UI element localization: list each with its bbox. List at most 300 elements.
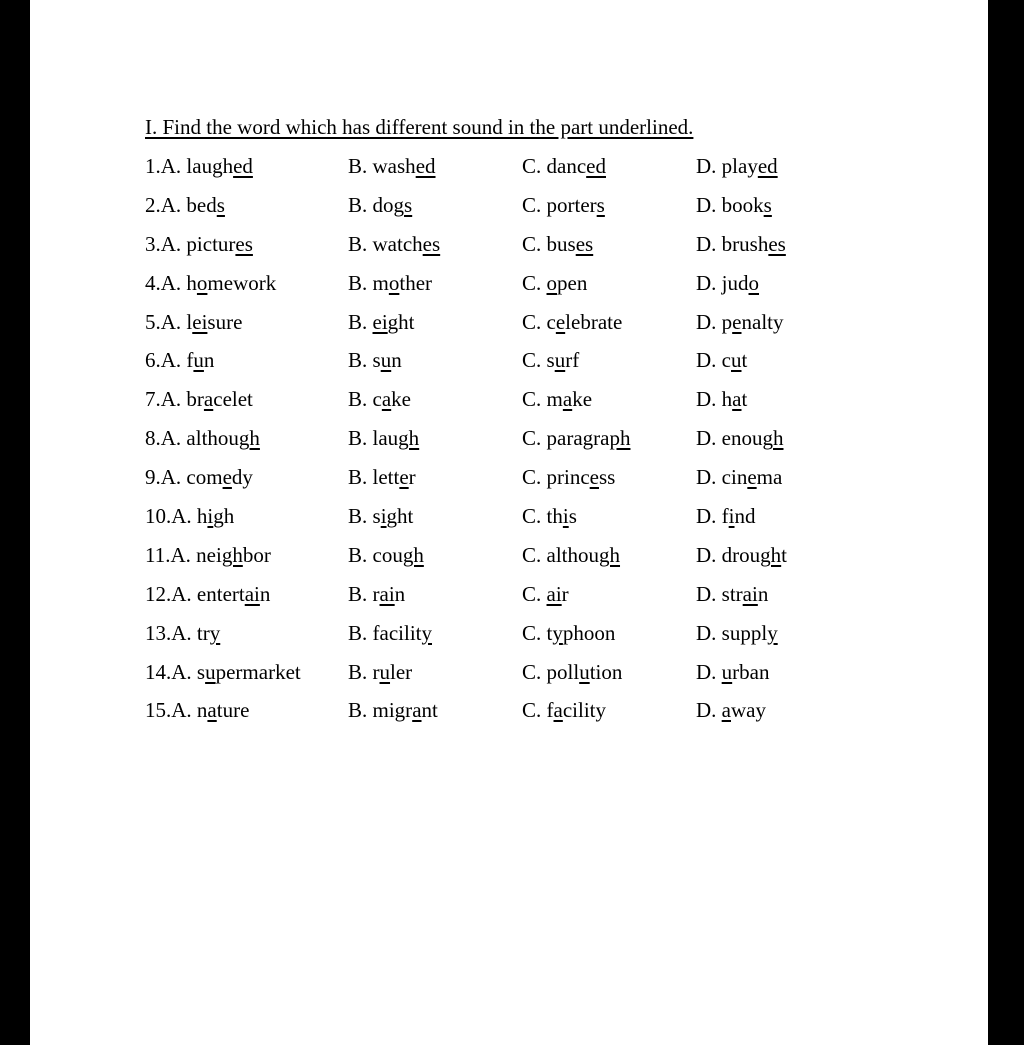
word-prefix: brush bbox=[721, 231, 769, 256]
question-number: 15 bbox=[145, 698, 166, 723]
question-row bbox=[145, 660, 945, 699]
option-c: C. princess bbox=[522, 465, 616, 490]
option-letter: C bbox=[522, 542, 537, 567]
option-d: D. judo bbox=[696, 270, 760, 295]
option-letter: C bbox=[522, 348, 537, 373]
underlined-part: e bbox=[747, 465, 757, 490]
underlined-part: ai bbox=[546, 581, 562, 606]
option-letter: A bbox=[170, 542, 186, 567]
option-letter: A bbox=[160, 309, 176, 334]
option-b: B. rain bbox=[348, 581, 406, 606]
option-d: D. penalty bbox=[696, 309, 784, 334]
word-suffix: ke bbox=[572, 387, 593, 412]
underlined-part: e bbox=[589, 465, 599, 490]
option-letter: B bbox=[348, 231, 363, 256]
option-b: B. sun bbox=[348, 348, 402, 373]
word-suffix: r bbox=[561, 581, 569, 606]
option-d: D. books bbox=[696, 192, 772, 217]
word-suffix: mework bbox=[207, 270, 277, 295]
word-suffix: nalty bbox=[741, 309, 784, 334]
underlined-part: ei bbox=[372, 309, 388, 334]
word-prefix: facilit bbox=[372, 620, 422, 645]
word-suffix: sure bbox=[207, 309, 243, 334]
option-a: 3.A. pictures bbox=[145, 231, 253, 256]
underlined-part: u bbox=[731, 348, 742, 373]
word-prefix: princ bbox=[546, 465, 590, 490]
word-prefix: cin bbox=[721, 465, 748, 490]
option-a: 13.A. try bbox=[145, 620, 221, 645]
option-letter: A bbox=[160, 348, 176, 373]
underlined-part: s bbox=[763, 192, 772, 217]
word-suffix: n bbox=[391, 348, 402, 373]
underlined-part: ed bbox=[757, 154, 778, 178]
question-row bbox=[145, 698, 945, 737]
word-prefix: s bbox=[546, 348, 555, 373]
question-number: 8 bbox=[145, 426, 156, 451]
word-prefix: c bbox=[546, 309, 556, 334]
option-a: 15.A. nature bbox=[145, 698, 250, 723]
question-number: 9 bbox=[145, 465, 156, 490]
underlined-part: gh bbox=[762, 426, 784, 451]
word-suffix: pen bbox=[557, 270, 588, 295]
underlined-part: es bbox=[422, 231, 441, 256]
underlined-part: ai bbox=[244, 581, 260, 606]
option-letter: A bbox=[171, 698, 187, 723]
option-letter: B bbox=[348, 309, 363, 334]
word-prefix: br bbox=[186, 387, 204, 412]
option-letter: B bbox=[348, 270, 363, 295]
option-c: C. pollution bbox=[522, 659, 623, 684]
word-prefix: s bbox=[372, 504, 381, 529]
word-prefix: pictur bbox=[186, 231, 236, 256]
question-row bbox=[145, 348, 945, 387]
underlined-part: gh bbox=[238, 426, 260, 451]
option-d: D. brushes bbox=[696, 231, 786, 256]
word-prefix: lett bbox=[372, 465, 400, 490]
underlined-part: ei bbox=[192, 309, 208, 334]
option-b: B. ruler bbox=[348, 659, 413, 684]
option-letter: A bbox=[160, 154, 176, 178]
option-letter: B bbox=[348, 504, 363, 529]
option-d: D. cut bbox=[696, 348, 748, 373]
underlined-part: e bbox=[222, 465, 232, 490]
underlined-part: u bbox=[379, 659, 391, 684]
option-b: B. facility bbox=[348, 620, 432, 645]
option-a: 6.A. fun bbox=[145, 348, 215, 373]
underlined-part: i bbox=[728, 504, 735, 529]
word-suffix: tion bbox=[589, 659, 623, 684]
question-row bbox=[145, 387, 945, 426]
option-letter: C bbox=[522, 698, 537, 723]
word-suffix: n bbox=[203, 348, 215, 373]
option-letter: A bbox=[171, 504, 187, 529]
option-letter: B bbox=[348, 581, 363, 606]
option-d: D. enough bbox=[696, 426, 784, 451]
word-prefix: h bbox=[196, 504, 208, 529]
word-prefix: c bbox=[721, 348, 731, 373]
question-row bbox=[145, 582, 945, 621]
word-prefix: t bbox=[546, 620, 553, 645]
question-number: 5 bbox=[145, 309, 156, 334]
question-number: 10 bbox=[145, 504, 166, 529]
option-c: C. danced bbox=[522, 154, 606, 178]
option-a: 5.A. leisure bbox=[145, 309, 243, 334]
underlined-part: a bbox=[553, 698, 563, 723]
underlined-part: e bbox=[399, 465, 409, 490]
option-letter: B bbox=[348, 659, 363, 684]
option-letter: D bbox=[696, 309, 712, 334]
question-row bbox=[145, 232, 945, 271]
word-suffix: ther bbox=[399, 270, 433, 295]
word-suffix: ght bbox=[387, 309, 415, 334]
word-prefix: cou bbox=[372, 542, 403, 567]
question-list bbox=[145, 154, 945, 737]
word-suffix: ma bbox=[756, 465, 783, 490]
word-prefix: p bbox=[721, 309, 733, 334]
word-suffix: r bbox=[408, 465, 416, 490]
option-letter: D bbox=[696, 659, 712, 684]
option-letter: B bbox=[348, 387, 363, 412]
word-prefix: com bbox=[186, 465, 223, 490]
option-letter: D bbox=[696, 581, 712, 606]
question-number: 2 bbox=[145, 192, 156, 217]
underlined-part: es bbox=[768, 231, 786, 256]
question-row bbox=[145, 193, 945, 232]
word-suffix: ght bbox=[386, 504, 414, 529]
word-suffix: rban bbox=[732, 659, 770, 684]
word-prefix: book bbox=[721, 192, 764, 217]
word-prefix: suppl bbox=[721, 620, 768, 645]
question-row bbox=[145, 426, 945, 465]
option-letter: A bbox=[171, 581, 187, 606]
word-suffix: t bbox=[741, 348, 748, 373]
option-letter: C bbox=[522, 465, 537, 490]
word-prefix: f bbox=[721, 504, 729, 529]
underlined-part: u bbox=[193, 348, 204, 373]
underlined-part: ai bbox=[742, 581, 758, 606]
question-row bbox=[145, 465, 945, 504]
option-c: C. air bbox=[522, 581, 569, 606]
word-suffix: lebrate bbox=[565, 309, 623, 334]
word-prefix: tr bbox=[196, 620, 210, 645]
word-prefix: lau bbox=[372, 426, 399, 451]
question-number: 11 bbox=[145, 542, 166, 567]
underlined-part: i bbox=[562, 504, 569, 529]
underlined-part: y bbox=[552, 620, 563, 645]
underlined-part: ed bbox=[233, 154, 253, 178]
word-prefix: c bbox=[372, 387, 382, 412]
underlined-part: y bbox=[209, 620, 221, 645]
word-prefix: play bbox=[721, 154, 758, 178]
option-d: D. drought bbox=[696, 542, 788, 567]
word-prefix: laugh bbox=[186, 154, 234, 178]
option-d: D. hat bbox=[696, 387, 748, 412]
word-suffix: t bbox=[781, 542, 788, 567]
word-prefix: r bbox=[372, 581, 380, 606]
word-suffix: dy bbox=[231, 465, 253, 490]
underlined-part: gh bbox=[760, 542, 782, 567]
word-suffix: way bbox=[731, 698, 766, 723]
underlined-part: es bbox=[575, 231, 594, 256]
word-suffix: permarket bbox=[215, 659, 301, 684]
underlined-part: u bbox=[554, 348, 566, 373]
underlined-part: i bbox=[207, 504, 214, 529]
word-prefix: jud bbox=[721, 270, 749, 295]
word-prefix: h bbox=[721, 387, 733, 412]
option-letter: D bbox=[696, 348, 712, 373]
question-row bbox=[145, 543, 945, 582]
option-letter: B bbox=[348, 192, 363, 217]
word-suffix: ture bbox=[216, 698, 250, 723]
option-b: B. dogs bbox=[348, 192, 413, 217]
option-a: 9.A. comedy bbox=[145, 465, 253, 490]
underlined-part: s bbox=[596, 192, 605, 217]
option-b: B. sight bbox=[348, 504, 414, 529]
option-letter: A bbox=[160, 426, 176, 451]
word-prefix: f bbox=[546, 698, 554, 723]
word-suffix: n bbox=[757, 581, 769, 606]
word-prefix: bus bbox=[546, 231, 576, 256]
word-prefix: althou bbox=[186, 426, 239, 451]
option-letter: B bbox=[348, 154, 363, 178]
question-number: 12 bbox=[145, 581, 166, 606]
underlined-part: a bbox=[381, 387, 392, 412]
word-prefix: bed bbox=[186, 192, 217, 217]
word-suffix: nd bbox=[734, 504, 756, 529]
underlined-part: u bbox=[721, 659, 733, 684]
option-letter: D bbox=[696, 192, 712, 217]
option-d: D. strain bbox=[696, 581, 769, 606]
option-letter: A bbox=[171, 659, 187, 684]
option-a: 2.A. beds bbox=[145, 192, 225, 217]
question-number: 14 bbox=[145, 659, 166, 684]
option-letter: C bbox=[522, 309, 537, 334]
word-suffix: celet bbox=[213, 387, 253, 412]
word-suffix: t bbox=[741, 387, 748, 412]
word-prefix: s bbox=[372, 348, 381, 373]
word-suffix: ler bbox=[390, 659, 413, 684]
option-a: 12.A. entertain bbox=[145, 581, 271, 606]
option-c: C. open bbox=[522, 270, 588, 295]
option-b: B. cough bbox=[348, 542, 424, 567]
option-c: C. facility bbox=[522, 698, 607, 723]
option-a: 4.A. homework bbox=[145, 270, 277, 295]
word-prefix: watch bbox=[372, 231, 423, 256]
word-prefix: l bbox=[186, 309, 193, 334]
option-letter: B bbox=[348, 465, 363, 490]
option-letter: D bbox=[696, 542, 712, 567]
option-b: B. washed bbox=[348, 154, 436, 178]
option-c: C. although bbox=[522, 542, 621, 567]
underlined-part: a bbox=[721, 698, 731, 723]
word-prefix: n bbox=[196, 698, 208, 723]
word-suffix: s bbox=[568, 504, 577, 529]
question-number: 13 bbox=[145, 620, 166, 645]
option-b: B. watches bbox=[348, 231, 441, 256]
word-prefix: f bbox=[186, 348, 194, 373]
word-suffix: gh bbox=[213, 504, 235, 529]
option-c: C. celebrate bbox=[522, 309, 623, 334]
option-letter: D bbox=[696, 504, 712, 529]
option-letter: D bbox=[696, 387, 712, 412]
option-letter: B bbox=[348, 426, 363, 451]
option-b: B. migrant bbox=[348, 698, 438, 723]
underlined-part: gh bbox=[221, 542, 243, 567]
word-suffix: rf bbox=[565, 348, 580, 373]
option-c: C. porters bbox=[522, 192, 605, 217]
word-suffix: ke bbox=[391, 387, 411, 412]
exercise-heading: I. Find the word which has different sound in the part underlined. bbox=[145, 115, 694, 139]
option-b: B. mother bbox=[348, 270, 433, 295]
word-prefix: nei bbox=[196, 542, 222, 567]
underlined-part: ai bbox=[379, 581, 395, 606]
option-a: 8.A. although bbox=[145, 426, 260, 451]
option-letter: B bbox=[348, 348, 363, 373]
option-letter: C bbox=[522, 270, 537, 295]
underlined-part: s bbox=[216, 192, 225, 217]
underlined-part: o bbox=[546, 270, 558, 295]
word-prefix: th bbox=[546, 504, 563, 529]
question-number: 7 bbox=[145, 387, 156, 412]
underlined-part: e bbox=[732, 309, 742, 334]
underlined-part: a bbox=[412, 698, 422, 723]
word-prefix: paragra bbox=[546, 426, 610, 451]
option-letter: D bbox=[696, 270, 712, 295]
word-suffix: n bbox=[259, 581, 271, 606]
option-d: D. supply bbox=[696, 620, 778, 645]
underlined-part: a bbox=[562, 387, 573, 412]
underlined-part: e bbox=[555, 309, 566, 334]
word-prefix: porter bbox=[546, 192, 597, 217]
question-number: 1 bbox=[145, 154, 156, 178]
option-letter: C bbox=[522, 231, 537, 256]
word-prefix: h bbox=[186, 270, 197, 295]
option-letter: D bbox=[696, 465, 712, 490]
option-letter: A bbox=[171, 620, 187, 645]
option-c: C. paragraph bbox=[522, 426, 631, 451]
word-prefix: danc bbox=[546, 154, 587, 178]
option-letter: C bbox=[522, 426, 537, 451]
word-suffix: nt bbox=[421, 698, 438, 723]
option-letter: D bbox=[696, 231, 712, 256]
question-row bbox=[145, 271, 945, 310]
option-letter: A bbox=[160, 270, 176, 295]
underlined-part: a bbox=[203, 387, 214, 412]
underlined-part: es bbox=[235, 231, 253, 256]
underlined-part: ed bbox=[586, 154, 606, 178]
underlined-part: u bbox=[380, 348, 392, 373]
option-letter: D bbox=[696, 620, 712, 645]
option-c: C. buses bbox=[522, 231, 594, 256]
question-row bbox=[145, 154, 945, 193]
word-prefix: m bbox=[546, 387, 563, 412]
option-b: B. cake bbox=[348, 387, 411, 412]
underlined-part: o bbox=[196, 270, 208, 295]
option-a: 11.A. neighbor bbox=[145, 542, 271, 567]
underlined-part: gh bbox=[398, 426, 420, 451]
underlined-part: u bbox=[205, 659, 216, 684]
option-letter: C bbox=[522, 659, 537, 684]
option-b: B. eight bbox=[348, 309, 415, 334]
word-prefix: enou bbox=[721, 426, 763, 451]
word-prefix: althou bbox=[546, 542, 600, 567]
question-number: 3 bbox=[145, 231, 156, 256]
word-prefix: str bbox=[721, 581, 743, 606]
underlined-part: gh bbox=[402, 542, 424, 567]
word-suffix: ss bbox=[599, 465, 616, 490]
option-letter: D bbox=[696, 698, 712, 723]
option-c: C. make bbox=[522, 387, 593, 412]
option-c: C. surf bbox=[522, 348, 580, 373]
option-a: 7.A. bracelet bbox=[145, 387, 253, 412]
word-prefix: s bbox=[196, 659, 206, 684]
option-letter: D bbox=[696, 154, 712, 178]
option-d: D. away bbox=[696, 698, 766, 723]
option-letter: A bbox=[160, 192, 176, 217]
option-a: 10.A. high bbox=[145, 504, 235, 529]
underlined-part: y bbox=[767, 620, 778, 645]
underlined-part: gh bbox=[599, 542, 621, 567]
option-letter: C bbox=[522, 154, 537, 178]
word-suffix: phoon bbox=[562, 620, 616, 645]
option-letter: C bbox=[522, 504, 537, 529]
underlined-part: u bbox=[579, 659, 590, 684]
underlined-part: o bbox=[388, 270, 400, 295]
option-c: C. this bbox=[522, 504, 577, 529]
option-letter: C bbox=[522, 387, 537, 412]
option-letter: C bbox=[522, 192, 537, 217]
option-letter: D bbox=[696, 426, 712, 451]
underlined-part: i bbox=[380, 504, 387, 529]
question-row bbox=[145, 621, 945, 660]
option-d: D. find bbox=[696, 504, 756, 529]
word-prefix: wash bbox=[372, 154, 416, 178]
option-letter: B bbox=[348, 620, 363, 645]
option-d: D. cinema bbox=[696, 465, 783, 490]
underlined-part: y bbox=[421, 620, 432, 645]
option-a: 14.A. supermarket bbox=[145, 659, 301, 684]
question-row bbox=[145, 504, 945, 543]
word-prefix: entert bbox=[196, 581, 245, 606]
underlined-part: ed bbox=[415, 154, 436, 178]
word-prefix: poll bbox=[546, 659, 580, 684]
option-b: B. laugh bbox=[348, 426, 420, 451]
underlined-part: ph bbox=[609, 426, 631, 451]
option-letter: C bbox=[522, 581, 537, 606]
underlined-part: s bbox=[404, 192, 413, 217]
word-prefix: dog bbox=[372, 192, 405, 217]
option-d: D. urban bbox=[696, 659, 770, 684]
question-row bbox=[145, 310, 945, 349]
question-number: 4 bbox=[145, 270, 156, 295]
underlined-part: o bbox=[748, 270, 760, 295]
word-suffix: bor bbox=[242, 542, 271, 567]
option-letter: C bbox=[522, 620, 537, 645]
question-number: 6 bbox=[145, 348, 156, 373]
option-b: B. letter bbox=[348, 465, 416, 490]
option-letter: A bbox=[160, 231, 176, 256]
worksheet-page bbox=[30, 0, 988, 1045]
word-prefix: r bbox=[372, 659, 380, 684]
word-prefix: drou bbox=[721, 542, 761, 567]
word-prefix: m bbox=[372, 270, 389, 295]
option-letter: B bbox=[348, 698, 363, 723]
option-c: C. typhoon bbox=[522, 620, 616, 645]
word-suffix: n bbox=[394, 581, 406, 606]
underlined-part: a bbox=[207, 698, 217, 723]
option-a: 1.A. laughed bbox=[145, 154, 253, 178]
underlined-part: a bbox=[732, 387, 742, 412]
